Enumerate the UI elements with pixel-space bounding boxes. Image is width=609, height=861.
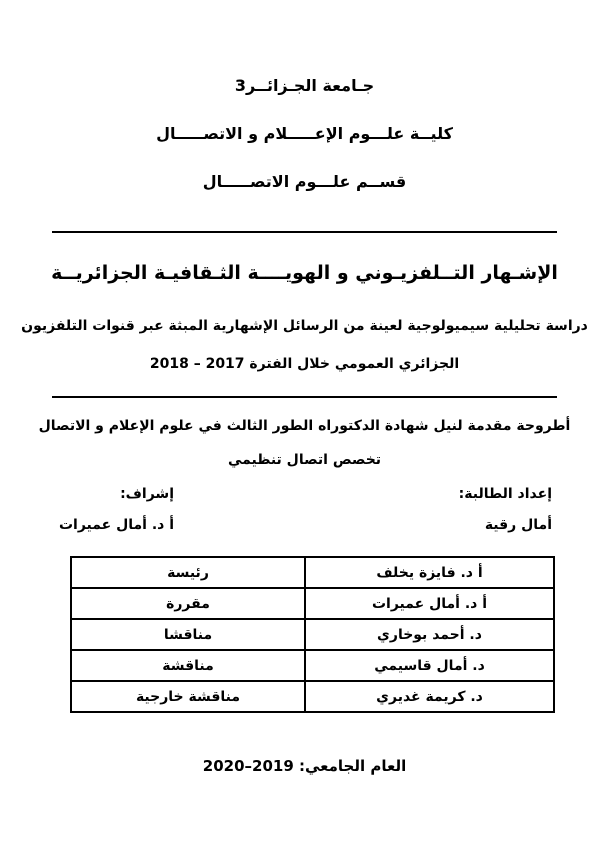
people-section — [0, 479, 609, 541]
jury-members-table — [70, 556, 555, 713]
jury-member-role: مناقشا — [71, 619, 305, 650]
jury-table-row — [71, 588, 554, 619]
jury-member-role: مقررة — [71, 588, 305, 619]
jury-table-row — [71, 681, 554, 712]
jury-member-name: د. كريمة غديري — [305, 681, 554, 712]
thesis-subtitle — [0, 307, 609, 383]
jury-table-row — [71, 557, 554, 588]
jury-member-name: أ د. فايزة يخلف — [305, 557, 554, 588]
jury-table-row — [71, 619, 554, 650]
prepared-by-column — [459, 479, 552, 541]
academic-year-line: العام الجامعي: 2019–2020 — [202, 757, 407, 775]
jury-table-row — [71, 650, 554, 681]
bottom-divider-rule — [52, 396, 557, 398]
jury-table-body — [71, 557, 554, 712]
thesis-specialty: تخصص اتصال تنظيمي — [227, 452, 382, 468]
university-name: جـامعة الجـزائــر3 — [234, 76, 375, 95]
student-name: أمال رقية — [484, 517, 552, 533]
department-name: قســم علـــوم الاتصـــــال — [202, 172, 407, 191]
jury-member-name: أ د. أمال عميرات — [305, 588, 554, 619]
jury-member-role: مناقشة — [71, 650, 305, 681]
top-divider-rule — [52, 231, 557, 233]
supervision-column — [57, 479, 174, 541]
thesis-degree-statement: أطروحة مقدمة لنيل شهادة الدكتوراه الطور الثالث في علوم الإعلام و الاتصال — [38, 418, 571, 434]
thesis-subtitle-line2: الجزائري العمومي خلال الفترة 2017 – 2018 — [149, 356, 460, 372]
supervision-label: إشراف: — [120, 486, 174, 502]
jury-member-name: د. أحمد بوخاري — [305, 619, 554, 650]
faculty-name: كليــة علـــوم الإعـــــلام و الاتصـــــال — [156, 124, 453, 143]
supervisor-name: أ د. أمال عميرات — [58, 517, 174, 533]
jury-member-role: مناقشة خارجية — [71, 681, 305, 712]
jury-member-role: رئيسة — [71, 557, 305, 588]
thesis-subtitle-line1: دراسة تحليلية سيميولوجية لعينة من الرسائل الإشهارية المبثة عبر قنوات التلفزيون — [21, 318, 588, 334]
jury-member-name: د. أمال قاسيمي — [305, 650, 554, 681]
thesis-statement-block — [0, 409, 609, 477]
prepared-by-label: إعداد الطالبة: — [458, 486, 552, 502]
thesis-title: الإشـهار التــلفزيـوني و الهويــــة الثـقافيـة الجزائريــة — [51, 262, 558, 284]
institution-header — [0, 0, 609, 206]
